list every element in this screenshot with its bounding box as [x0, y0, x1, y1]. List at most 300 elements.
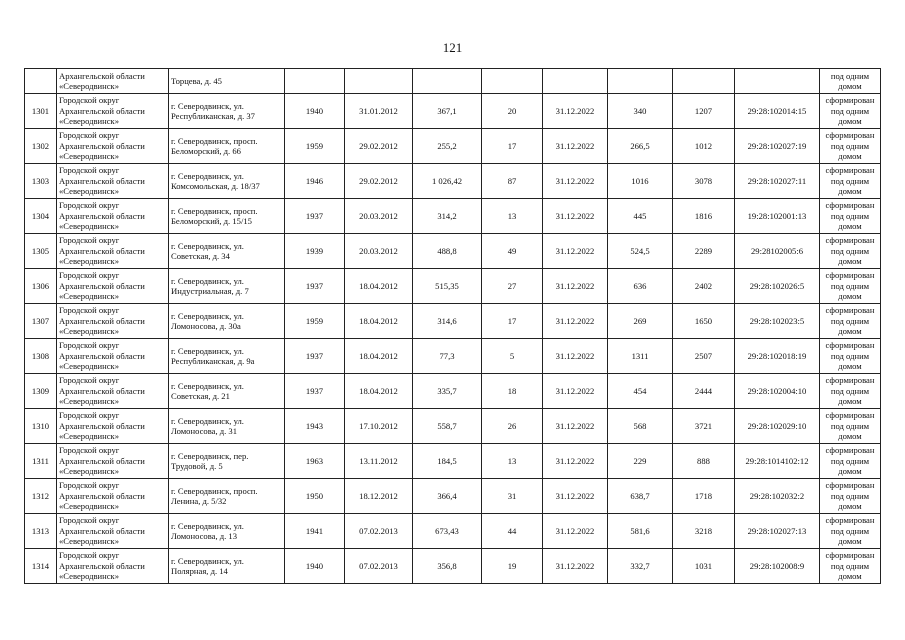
municipality-cell-line: Архангельской области: [59, 315, 145, 326]
residents-count-cell: [482, 69, 543, 94]
land-status-cell-line: сформирован: [825, 165, 875, 176]
municipality-cell-line: «Северодвинск»: [59, 186, 120, 197]
land-status-cell-line: домом: [838, 361, 862, 372]
address-cell-line: г. Северодвинск, ул.: [171, 100, 244, 111]
land-status-cell: [820, 94, 881, 129]
address-cell: [169, 514, 285, 549]
municipality-cell-line: Архангельской области: [59, 105, 145, 116]
land-status-cell-line: домом: [838, 536, 862, 547]
land-status-cell-line: сформирован: [825, 200, 875, 211]
build-year-cell: 1937: [285, 269, 345, 304]
planned-date-cell: 31.12.2022: [543, 269, 608, 304]
area-cell: 314,6: [413, 304, 482, 339]
page-number: 121: [442, 40, 463, 55]
municipality-cell-line: «Северодвинск»: [59, 151, 120, 162]
land-area-cell: 1650: [673, 304, 735, 339]
planned-date-cell: 31.12.2022: [543, 374, 608, 409]
land-status-cell-line: сформирован: [825, 235, 875, 246]
address-cell-line: г. Северодвинск, ул.: [171, 345, 244, 356]
address-cell-line: Беломорский, д. 66: [171, 146, 241, 156]
land-status-cell-line: домом: [838, 151, 862, 162]
address-cell-line: г. Северодвинск, ул.: [171, 240, 244, 251]
land-status-cell-line: домом: [838, 326, 862, 337]
table-row: [25, 304, 881, 339]
address-cell-line: г. Северодвинск, ул.: [171, 275, 244, 286]
residents-count-cell: 44: [482, 514, 543, 549]
cadastral-number-cell: 19:28:102001:13: [735, 199, 820, 234]
build-year-cell: 1963: [285, 444, 345, 479]
residential-area-cell: 1311: [608, 339, 673, 374]
residents-count-cell: 87: [482, 164, 543, 199]
municipality-cell: [57, 514, 169, 549]
residential-area-cell: 636: [608, 269, 673, 304]
land-status-cell-line: сформирован: [825, 480, 875, 491]
build-year-cell: 1950: [285, 479, 345, 514]
house-number-cell: 1303: [25, 164, 57, 199]
address-cell-line: Республиканская, д. 37: [171, 111, 255, 121]
planned-date-cell: 31.12.2022: [543, 234, 608, 269]
municipality-cell-line: «Северодвинск»: [59, 256, 120, 267]
land-status-cell: [820, 269, 881, 304]
house-number-cell: 1302: [25, 129, 57, 164]
land-status-cell: [820, 514, 881, 549]
residents-count-cell: 17: [482, 129, 543, 164]
land-area-cell: 3078: [673, 164, 735, 199]
municipality-cell-line: Архангельской области: [59, 245, 145, 256]
municipality-cell-line: Городской округ: [59, 550, 120, 561]
planned-date-cell: [543, 69, 608, 94]
municipality-cell-line: Городской округ: [59, 270, 120, 281]
residential-area-cell: 638,7: [608, 479, 673, 514]
land-status-cell-line: под одним: [830, 455, 870, 466]
area-cell: 558,7: [413, 409, 482, 444]
planned-date-cell: 31.12.2022: [543, 199, 608, 234]
registry-body: [25, 69, 881, 584]
municipality-cell: [57, 199, 169, 234]
municipality-cell: [57, 234, 169, 269]
municipality-cell: [57, 304, 169, 339]
address-cell-line: Ломоносова, д. 31: [171, 426, 238, 436]
land-status-cell-line: под одним: [830, 315, 870, 326]
residential-area-cell: 568: [608, 409, 673, 444]
build-year-cell: 1937: [285, 374, 345, 409]
address-cell-line: Торцева, д. 45: [171, 75, 222, 86]
land-status-cell: [820, 304, 881, 339]
land-status-cell-line: под одним: [830, 525, 870, 536]
table-row: [25, 164, 881, 199]
land-status-cell-line: сформирован: [825, 270, 875, 281]
house-number-cell: 1313: [25, 514, 57, 549]
address-cell-line: г. Северодвинск, ул.: [171, 520, 244, 531]
land-status-cell-line: сформирован: [825, 130, 875, 141]
address-cell: [169, 304, 285, 339]
recognition-date-cell: 20.03.2012: [345, 199, 413, 234]
land-status-cell-line: под одним: [830, 490, 870, 501]
recognition-date-cell: [345, 69, 413, 94]
land-area-cell: 1012: [673, 129, 735, 164]
recognition-date-cell: 13.11.2012: [345, 444, 413, 479]
residential-area-cell: 269: [608, 304, 673, 339]
land-area-cell: 2289: [673, 234, 735, 269]
planned-date-cell: 31.12.2022: [543, 444, 608, 479]
address-cell-line: г. Северодвинск, ул.: [171, 310, 244, 321]
build-year-cell: 1940: [285, 94, 345, 129]
address-cell: [169, 549, 285, 584]
address-cell-line: г. Северодвинск, просп.: [171, 205, 258, 216]
land-status-cell-line: домом: [838, 221, 862, 232]
build-year-cell: 1937: [285, 339, 345, 374]
recognition-date-cell: 18.04.2012: [345, 374, 413, 409]
cadastral-number-cell: 29:28:102032:2: [735, 479, 820, 514]
municipality-cell-line: Городской округ: [59, 165, 120, 176]
municipality-cell-line: Архангельской области: [59, 455, 145, 466]
house-number-cell: 1306: [25, 269, 57, 304]
municipality-cell-line: «Северодвинск»: [59, 291, 120, 302]
land-status-cell-line: домом: [838, 396, 862, 407]
municipality-cell: [57, 549, 169, 584]
residential-area-cell: 1016: [608, 164, 673, 199]
land-status-cell: [820, 199, 881, 234]
area-cell: 335,7: [413, 374, 482, 409]
address-cell: [169, 234, 285, 269]
table-row: [25, 549, 881, 584]
table-row: [25, 514, 881, 549]
municipality-cell: [57, 269, 169, 304]
address-cell-line: г. Северодвинск, просп.: [171, 485, 258, 496]
build-year-cell: 1939: [285, 234, 345, 269]
land-status-cell: [820, 549, 881, 584]
municipality-cell-line: Архангельской области: [59, 350, 145, 361]
build-year-cell: [285, 69, 345, 94]
residential-area-cell: [608, 69, 673, 94]
build-year-cell: 1959: [285, 129, 345, 164]
address-cell-line: г. Северодвинск, ул.: [171, 555, 244, 566]
build-year-cell: 1941: [285, 514, 345, 549]
cadastral-number-cell: 29:28:102029:10: [735, 409, 820, 444]
residential-area-cell: 524,5: [608, 234, 673, 269]
house-number-cell: 1305: [25, 234, 57, 269]
municipality-cell-line: «Северодвинск»: [59, 466, 120, 477]
recognition-date-cell: 07.02.2013: [345, 514, 413, 549]
table-row: [25, 69, 881, 94]
residential-area-cell: 229: [608, 444, 673, 479]
land-status-cell-line: домом: [838, 501, 862, 512]
build-year-cell: 1959: [285, 304, 345, 339]
land-status-cell-line: под одним: [830, 560, 870, 571]
municipality-cell-line: Архангельской области: [59, 210, 145, 221]
address-cell-line: г. Северодвинск, ул.: [171, 415, 244, 426]
land-status-cell-line: домом: [838, 291, 862, 302]
recognition-date-cell: 18.04.2012: [345, 304, 413, 339]
municipality-cell-line: Архангельской области: [59, 525, 145, 536]
land-area-cell: 1031: [673, 549, 735, 584]
land-area-cell: 2444: [673, 374, 735, 409]
land-area-cell: [673, 69, 735, 94]
land-status-cell-line: домом: [838, 256, 862, 267]
planned-date-cell: 31.12.2022: [543, 129, 608, 164]
residents-count-cell: 27: [482, 269, 543, 304]
municipality-cell: [57, 129, 169, 164]
residential-area-cell: 266,5: [608, 129, 673, 164]
land-status-cell: [820, 129, 881, 164]
municipality-cell-line: «Северодвинск»: [59, 396, 120, 407]
land-status-cell-line: домом: [838, 466, 862, 477]
house-number-cell: 1308: [25, 339, 57, 374]
planned-date-cell: 31.12.2022: [543, 339, 608, 374]
cadastral-number-cell: 29:28:102027:19: [735, 129, 820, 164]
house-number-cell: 1314: [25, 549, 57, 584]
area-cell: 1 026,42: [413, 164, 482, 199]
land-area-cell: 3218: [673, 514, 735, 549]
land-status-cell: [820, 444, 881, 479]
municipality-cell: [57, 444, 169, 479]
table-row: [25, 94, 881, 129]
cadastral-number-cell: 29:28:102026:5: [735, 269, 820, 304]
cadastral-number-cell: 29:28:102014:15: [735, 94, 820, 129]
house-number-cell: 1307: [25, 304, 57, 339]
land-status-cell-line: под одним: [830, 350, 870, 361]
address-cell: [169, 374, 285, 409]
residents-count-cell: 13: [482, 199, 543, 234]
municipality-cell-line: «Северодвинск»: [59, 221, 120, 232]
land-status-cell-line: под одним: [830, 245, 870, 256]
address-cell-line: Трудовой, д. 5: [171, 461, 223, 471]
cadastral-number-cell: 29:28:102004:10: [735, 374, 820, 409]
municipality-cell-line: Городской округ: [59, 410, 120, 421]
address-cell-line: Комсомольская, д. 18/37: [171, 181, 260, 191]
municipality-cell-line: Архангельской области: [59, 140, 145, 151]
land-status-cell-line: сформирован: [825, 95, 875, 106]
land-status-cell-line: под одним: [830, 105, 870, 116]
address-cell: [169, 269, 285, 304]
cadastral-number-cell: 29:28:102008:9: [735, 549, 820, 584]
land-status-cell: [820, 374, 881, 409]
planned-date-cell: 31.12.2022: [543, 549, 608, 584]
recognition-date-cell: 18.04.2012: [345, 269, 413, 304]
recognition-date-cell: 20.03.2012: [345, 234, 413, 269]
residents-count-cell: 18: [482, 374, 543, 409]
cadastral-number-cell: [735, 69, 820, 94]
address-cell: [169, 69, 285, 94]
municipality-cell-line: «Северодвинск»: [59, 81, 120, 91]
municipality-cell: [57, 164, 169, 199]
municipality-cell-line: Городской округ: [59, 340, 120, 351]
address-cell: [169, 444, 285, 479]
land-status-cell-line: сформирован: [825, 445, 875, 456]
address-cell: [169, 164, 285, 199]
area-cell: 673,43: [413, 514, 482, 549]
land-status-cell-line: под одним: [830, 385, 870, 396]
cadastral-number-cell: 29:28:102027:13: [735, 514, 820, 549]
house-number-cell: 1304: [25, 199, 57, 234]
land-status-cell-line: домом: [838, 186, 862, 197]
address-cell: [169, 129, 285, 164]
planned-date-cell: 31.12.2022: [543, 479, 608, 514]
municipality-cell-line: Городской округ: [59, 130, 120, 141]
land-status-cell-line: под одним: [830, 70, 870, 81]
area-cell: 314,2: [413, 199, 482, 234]
recognition-date-cell: 18.12.2012: [345, 479, 413, 514]
municipality-cell-line: Архангельской области: [59, 175, 145, 186]
cadastral-number-cell: 29:28:1014102:12: [735, 444, 820, 479]
land-area-cell: 888: [673, 444, 735, 479]
recognition-date-cell: 29.02.2012: [345, 164, 413, 199]
land-status-cell-line: сформирован: [825, 515, 875, 526]
land-status-cell-line: сформирован: [825, 340, 875, 351]
municipality-cell-line: Городской округ: [59, 200, 120, 211]
cadastral-number-cell: 29:28:102023:5: [735, 304, 820, 339]
planned-date-cell: 31.12.2022: [543, 304, 608, 339]
residents-count-cell: 20: [482, 94, 543, 129]
land-status-cell-line: под одним: [830, 280, 870, 291]
house-number-cell: 1311: [25, 444, 57, 479]
recognition-date-cell: 29.02.2012: [345, 129, 413, 164]
address-cell-line: Ленина, д. 5/32: [171, 496, 227, 506]
municipality-cell-line: «Северодвинск»: [59, 116, 120, 127]
house-number-cell: 1309: [25, 374, 57, 409]
land-area-cell: 1816: [673, 199, 735, 234]
land-area-cell: 2402: [673, 269, 735, 304]
house-number-cell: 1310: [25, 409, 57, 444]
municipality-cell-line: Архангельской области: [59, 385, 145, 396]
address-cell-line: Ломоносова, д. 13: [171, 531, 238, 541]
area-cell: 366,4: [413, 479, 482, 514]
residents-count-cell: 19: [482, 549, 543, 584]
table-row: [25, 479, 881, 514]
residents-count-cell: 13: [482, 444, 543, 479]
land-status-cell-line: сформирован: [825, 550, 875, 561]
address-cell-line: г. Северодвинск, просп.: [171, 135, 258, 146]
municipality-cell-line: «Северодвинск»: [59, 571, 120, 582]
municipality-cell-line: Архангельской области: [59, 280, 145, 291]
municipality-cell-line: «Северодвинск»: [59, 326, 120, 337]
recognition-date-cell: 31.01.2012: [345, 94, 413, 129]
address-cell: [169, 94, 285, 129]
table-row: [25, 199, 881, 234]
area-cell: 488,8: [413, 234, 482, 269]
cadastral-number-cell: 29:28102005:6: [735, 234, 820, 269]
build-year-cell: 1940: [285, 549, 345, 584]
table-row: [25, 409, 881, 444]
area-cell: [413, 69, 482, 94]
address-cell-line: Ломоносова, д. 30а: [171, 321, 241, 331]
address-cell: [169, 199, 285, 234]
municipality-cell-line: «Северодвинск»: [59, 501, 120, 512]
municipality-cell-line: Городской округ: [59, 95, 120, 106]
municipality-cell-line: Городской округ: [59, 235, 120, 246]
land-status-cell-line: домом: [838, 571, 862, 582]
municipality-cell: [57, 339, 169, 374]
address-cell-line: Республиканская, д. 9а: [171, 356, 255, 366]
land-status-cell: [820, 339, 881, 374]
residents-count-cell: 26: [482, 409, 543, 444]
address-cell-line: Советская, д. 21: [171, 391, 230, 401]
municipality-cell: [57, 479, 169, 514]
address-cell: [169, 479, 285, 514]
table-row: [25, 129, 881, 164]
municipality-cell: [57, 69, 169, 94]
address-cell-line: Полярная, д. 14: [171, 566, 228, 576]
land-status-cell-line: под одним: [830, 140, 870, 151]
planned-date-cell: 31.12.2022: [543, 94, 608, 129]
address-cell-line: г. Северодвинск, ул.: [171, 380, 244, 391]
area-cell: 367,1: [413, 94, 482, 129]
municipality-cell-line: «Северодвинск»: [59, 536, 120, 547]
build-year-cell: 1937: [285, 199, 345, 234]
recognition-date-cell: 07.02.2013: [345, 549, 413, 584]
planned-date-cell: 31.12.2022: [543, 514, 608, 549]
planned-date-cell: 31.12.2022: [543, 164, 608, 199]
residents-count-cell: 49: [482, 234, 543, 269]
municipality-cell-line: Городской округ: [59, 445, 120, 456]
table-row: [25, 374, 881, 409]
build-year-cell: 1943: [285, 409, 345, 444]
recognition-date-cell: 17.10.2012: [345, 409, 413, 444]
area-cell: 255,2: [413, 129, 482, 164]
municipality-cell-line: «Северодвинск»: [59, 431, 120, 442]
land-status-cell-line: домом: [838, 116, 862, 127]
municipality-cell-line: «Северодвинск»: [59, 361, 120, 372]
address-cell: [169, 409, 285, 444]
residential-area-cell: 332,7: [608, 549, 673, 584]
residents-count-cell: 5: [482, 339, 543, 374]
cadastral-number-cell: 29:28:102027:11: [735, 164, 820, 199]
table-row: [25, 339, 881, 374]
housing-registry-table: [24, 68, 881, 584]
table-row: [25, 269, 881, 304]
land-status-cell: [820, 69, 881, 94]
address-cell: [169, 339, 285, 374]
house-number-cell: 1301: [25, 94, 57, 129]
area-cell: 515,35: [413, 269, 482, 304]
land-status-cell: [820, 409, 881, 444]
municipality-cell-line: Архангельской области: [59, 70, 145, 81]
land-status-cell: [820, 234, 881, 269]
land-status-cell-line: домом: [838, 431, 862, 442]
residential-area-cell: 454: [608, 374, 673, 409]
land-status-cell-line: под одним: [830, 210, 870, 221]
municipality-cell: [57, 374, 169, 409]
area-cell: 184,5: [413, 444, 482, 479]
house-number-cell: [25, 69, 57, 94]
municipality-cell-line: Городской округ: [59, 375, 120, 386]
build-year-cell: 1946: [285, 164, 345, 199]
table-row: [25, 234, 881, 269]
area-cell: 77,3: [413, 339, 482, 374]
municipality-cell-line: Архангельской области: [59, 560, 145, 571]
residential-area-cell: 581,6: [608, 514, 673, 549]
table-row: [25, 444, 881, 479]
municipality-cell-line: Городской округ: [59, 480, 120, 491]
land-status-cell: [820, 164, 881, 199]
house-number-cell: 1312: [25, 479, 57, 514]
municipality-cell: [57, 409, 169, 444]
land-area-cell: 3721: [673, 409, 735, 444]
municipality-cell: [57, 94, 169, 129]
land-status-cell-line: сформирован: [825, 375, 875, 386]
area-cell: 356,8: [413, 549, 482, 584]
cadastral-number-cell: 29:28:102018:19: [735, 339, 820, 374]
municipality-cell-line: Архангельской области: [59, 490, 145, 501]
recognition-date-cell: 18.04.2012: [345, 339, 413, 374]
land-status-cell: [820, 479, 881, 514]
address-cell-line: г. Северодвинск, ул.: [171, 170, 244, 181]
land-status-cell-line: сформирован: [825, 410, 875, 421]
land-status-cell-line: под одним: [830, 175, 870, 186]
municipality-cell-line: Городской округ: [59, 515, 120, 526]
residents-count-cell: 31: [482, 479, 543, 514]
address-cell-line: г. Северодвинск, пер.: [171, 450, 249, 461]
